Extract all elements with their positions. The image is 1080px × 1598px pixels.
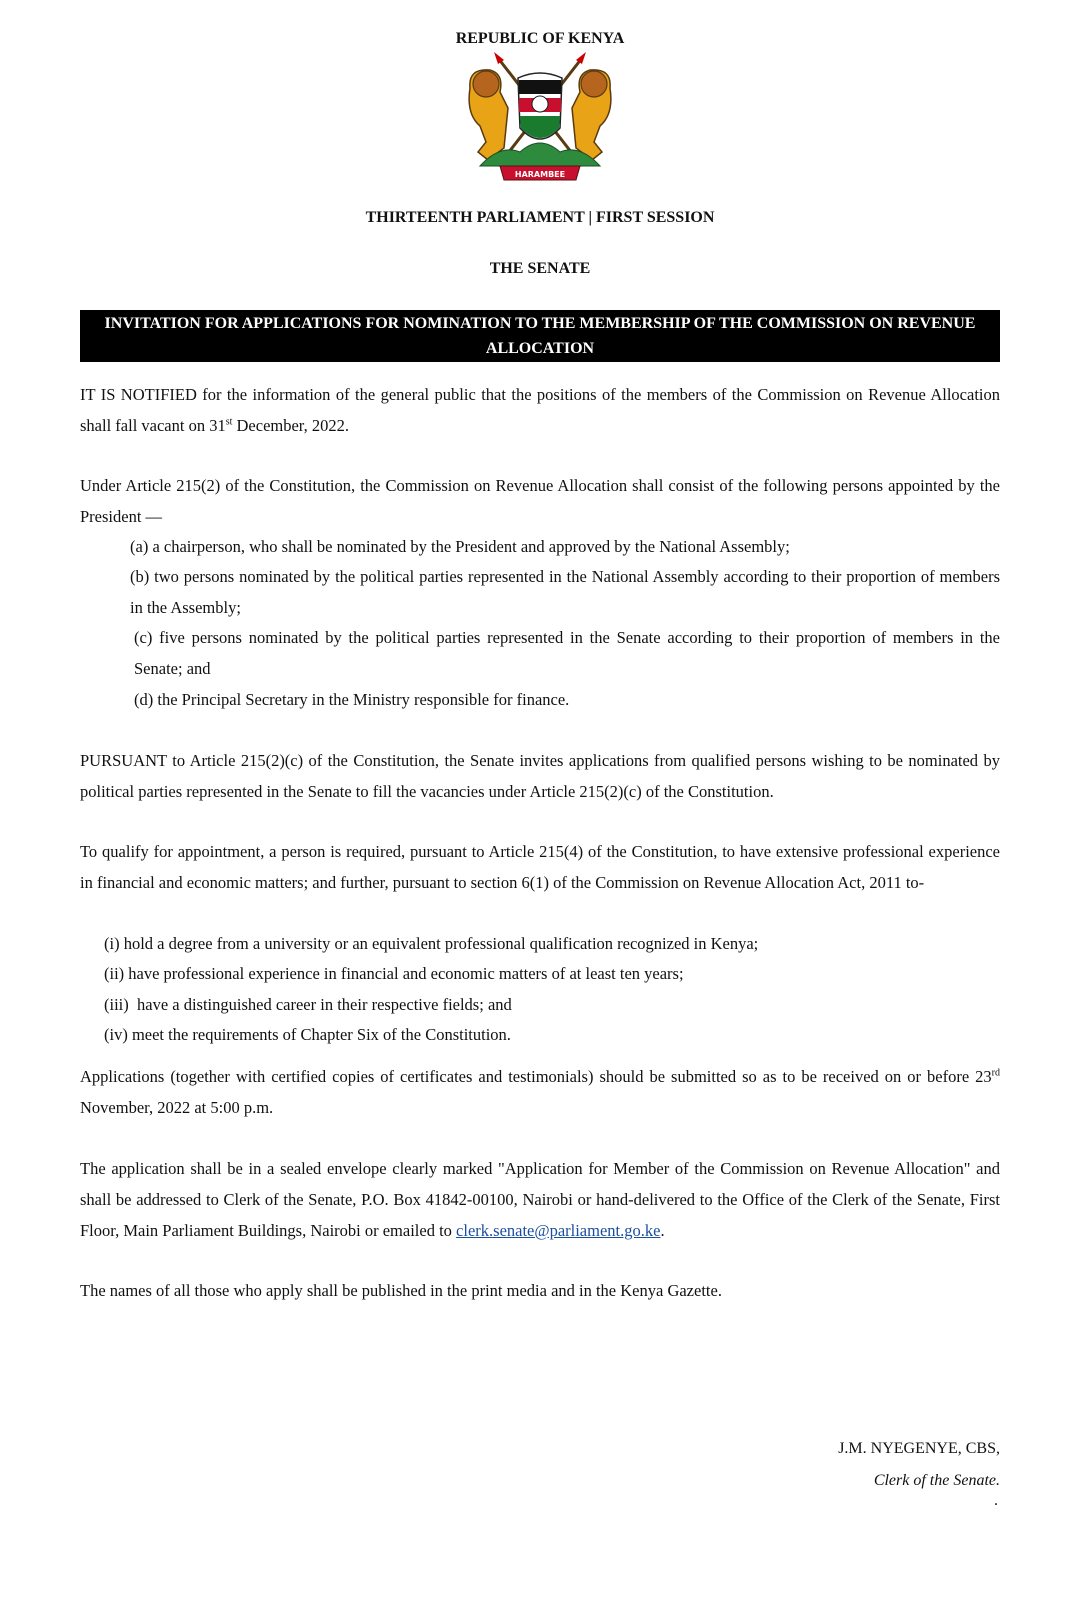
paragraph-composition: Under Article 215(2) of the Constitution, the Commission on Revenue Allocation shall consist of the following persons appointed by the President — — [80, 476, 1000, 526]
coat-of-arms-icon — [460, 48, 620, 186]
list-item: (i) hold a degree from a university or an equivalent professional qualification recognized in Kenya; — [104, 934, 759, 953]
list-item: (iii) have a distinguished career in their respective fields; and — [104, 995, 512, 1014]
house-heading: THE SENATE — [489, 260, 591, 277]
paragraph-vacancy: IT IS NOTIFIED for the information of the general public that the positions of the members of the Commission on Revenue Allocation shall fall vacant on 31st December, 2022. — [80, 385, 1000, 435]
paragraph-publication: The names of all those who apply shall be published in the print media and in the Kenya Gazette. — [80, 1281, 722, 1300]
list-item: (ii) have professional experience in financial and economic matters of at least ten years; — [104, 964, 684, 983]
trailing-mark: . — [994, 1492, 998, 1509]
paragraph-submission: The application shall be in a sealed envelope clearly marked "Application for Member of the Commission on Revenue Allocation" and shall be addressed to Clerk of the Senate, P.O. Box 41842-00100, Nairobi or hand-delivered to the Office of the Clerk of the Senate, First Floor, Main Parliament Buildings, Nairobi or emailed to clerk.senate@parliament.go.ke. — [80, 1159, 1000, 1240]
list-item: (d) the Principal Secretary in the Ministry responsible for finance. — [134, 690, 570, 709]
notice-title: INVITATION FOR APPLICATIONS FOR NOMINATION TO THE MEMBERSHIP OF THE COMMISSION ON REVENUE ALLOCATION — [80, 310, 1000, 362]
email-link[interactable]: clerk.senate@parliament.go.ke — [456, 1221, 661, 1240]
paragraph-qualification: To qualify for appointment, a person is required, pursuant to Article 215(4) of the Constitution, to have extensive professional experience in financial and economic matters; and further, pursuant to section 6(1) of the Commission on Revenue Allocation Act, 2011 to- — [80, 842, 1000, 892]
signatory-name: J.M. NYEGENYE, CBS, — [838, 1440, 1000, 1457]
parliament-session-heading: THIRTEENTH PARLIAMENT | FIRST SESSION — [365, 209, 715, 226]
republic-heading: REPUBLIC OF KENYA — [455, 30, 625, 47]
signatory-title: Clerk of the Senate. — [873, 1472, 1000, 1489]
list-item: (a) a chairperson, who shall be nominated by the President and approved by the National Assembly; — [130, 537, 790, 556]
paragraph-deadline: Applications (together with certified copies of certificates and testimonials) should be submitted so as to be received on or before 23rd November, 2022 at 5:00 p.m. — [80, 1067, 1000, 1117]
crest-motto: HARAMBEE — [514, 170, 566, 179]
list-item: (c) five persons nominated by the political parties represented in the Senate according to their proportion of members in the Senate; and — [134, 628, 1000, 678]
list-item: (iv) meet the requirements of Chapter Six of the Constitution. — [104, 1025, 511, 1044]
paragraph-invitation: PURSUANT to Article 215(2)(c) of the Constitution, the Senate invites applications from qualified persons wishing to be nominated by political parties represented in the Senate to fill the vacancies under Article 215(2)(c) of the Constitution. — [80, 751, 1000, 801]
list-item: (b) two persons nominated by the political parties represented in the National Assembly according to their proportion of members in the Assembly; — [130, 567, 1000, 617]
